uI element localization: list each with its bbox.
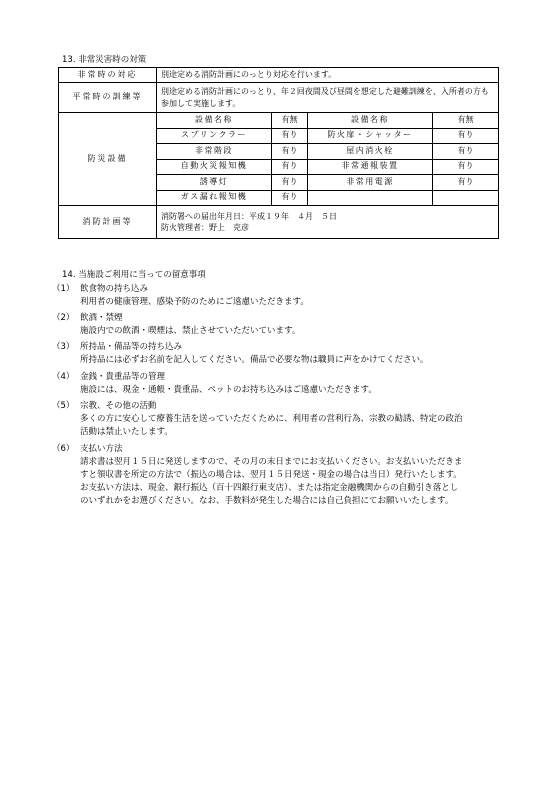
equipment-name: 誘導灯	[157, 175, 272, 191]
equipment-header-name-1: 設備名称	[157, 113, 272, 129]
equipment-name: 自動火災報知機	[157, 159, 272, 175]
notice-item-text: 活動は禁止いたします。	[80, 427, 173, 437]
fire-plan-details	[157, 206, 499, 239]
disaster-measures-table	[58, 67, 499, 239]
emergency-text: 別途定める消防計画にのっとり対応を行います。	[157, 68, 499, 83]
equipment-name	[308, 190, 433, 206]
training-label: 平常時の訓練等	[59, 83, 157, 113]
notice-item	[52, 284, 512, 310]
equipment-header-name-2: 設備名称	[308, 113, 433, 129]
notice-item-title: 支払い方法	[80, 444, 123, 454]
fire-plan-row	[59, 206, 499, 239]
equipment-status: 有り	[272, 144, 308, 160]
notice-item-title: 宗教、その他の活動	[80, 401, 157, 411]
notice-item-text: 施設には、現金・通帳・貴重品、ペットのお持ち込みはご遠慮いただきます。	[80, 385, 377, 395]
equipment-status: 有り	[272, 190, 308, 206]
equipment-status: 有り	[272, 175, 308, 191]
notice-item-text: 利用者の健康管理、感染予防のためにご遠慮いただきます。	[80, 297, 309, 307]
notice-item-number: （5）	[52, 401, 75, 411]
notice-item-title: 飲食物の持ち込み	[80, 284, 149, 294]
notice-item-title: 金銭・貴重品等の管理	[80, 372, 166, 382]
equipment-status: 有り	[433, 128, 499, 144]
notice-item-text: お支払い方法は、現金、銀行振込（百十四銀行東支店）、または指定金融機関からの自動引き落とし	[80, 483, 459, 493]
equipment-header-row	[59, 113, 499, 129]
notice-item-number: （4）	[52, 372, 75, 382]
equipment-status: 有り	[272, 128, 308, 144]
equipment-name: 屋内消火栓	[308, 144, 433, 160]
notice-item	[52, 444, 512, 509]
notice-item	[52, 372, 512, 398]
notice-item	[52, 401, 512, 440]
equipment-status: 有り	[272, 159, 308, 175]
equipment-status: 有り	[433, 159, 499, 175]
training-text: 別途定める消防計画にのっとり、年２回夜間及び昼間を想定した避難訓練を、入所者の方も参加して実施します。	[157, 83, 499, 113]
notice-item-text: 所持品には必ずお名前を記入してください。備品で必要な物は職員に声をかけてください。	[80, 355, 429, 365]
notice-item	[52, 342, 512, 368]
equipment-name: 非常通報装置	[308, 159, 433, 175]
notice-item-text: のいずれかをお選びください。なお、手数料が発生した場合には自己負担にてお願いいたします。	[80, 496, 454, 506]
notice-item-title: 所持品・備品等の持ち込み	[80, 342, 183, 352]
fire-plan-filing-date: 消防署への届出年月日：平成１９年 ４月 ５日	[161, 211, 337, 221]
equipment-status: 有り	[433, 144, 499, 160]
notice-item-number: （6）	[52, 444, 75, 454]
equipment-name: スプリンクラー	[157, 128, 272, 144]
notice-item-number: （1）	[52, 284, 75, 294]
fire-plan-manager: 防火管理者：野上 克彦	[161, 223, 249, 232]
notice-item-text: 施設内での飲酒・喫煙は、禁止させていただいています。	[80, 326, 301, 336]
equipment-name: ガス漏れ報知機	[157, 190, 272, 206]
equipment-header-status-2: 有無	[433, 113, 499, 129]
emergency-label: 非常時の対応	[59, 68, 157, 83]
emergency-row	[59, 68, 499, 83]
equipment-header-status-1: 有無	[272, 113, 308, 129]
section-14-heading: 14. 当施設ご利用に当っての留意事項	[62, 270, 206, 280]
notice-item-text: 多くの方に安心して療養生活を送っていただくために、利用者の営利行為、宗教の勧誘、特定の政治	[80, 414, 463, 424]
section-13-heading: 13. 非常災害時の対策	[62, 55, 147, 65]
fire-plan-label: 消防計画等	[59, 206, 157, 239]
notice-item-text: すと領収書を所定の方法で（振込の場合は、翌月１５日発送・現金の場合は当日）発行いたします。	[80, 470, 462, 480]
equipment-status	[433, 190, 499, 206]
equipment-name: 非常用電源	[308, 175, 433, 191]
equipment-label: 防災設備	[59, 113, 157, 206]
notice-item-title: 飲酒・禁煙	[80, 313, 123, 323]
equipment-name: 非常階段	[157, 144, 272, 160]
notice-item-text: 請求書は翌月１５日に発送しますので、その月の末日までにお支払いください。お支払いいただきま	[80, 457, 463, 467]
equipment-status: 有り	[433, 175, 499, 191]
training-row	[59, 83, 499, 113]
equipment-name: 防火扉・シャッター	[308, 128, 433, 144]
notice-item	[52, 313, 512, 339]
notice-item-number: （2）	[52, 313, 75, 323]
notice-item-number: （3）	[52, 342, 75, 352]
